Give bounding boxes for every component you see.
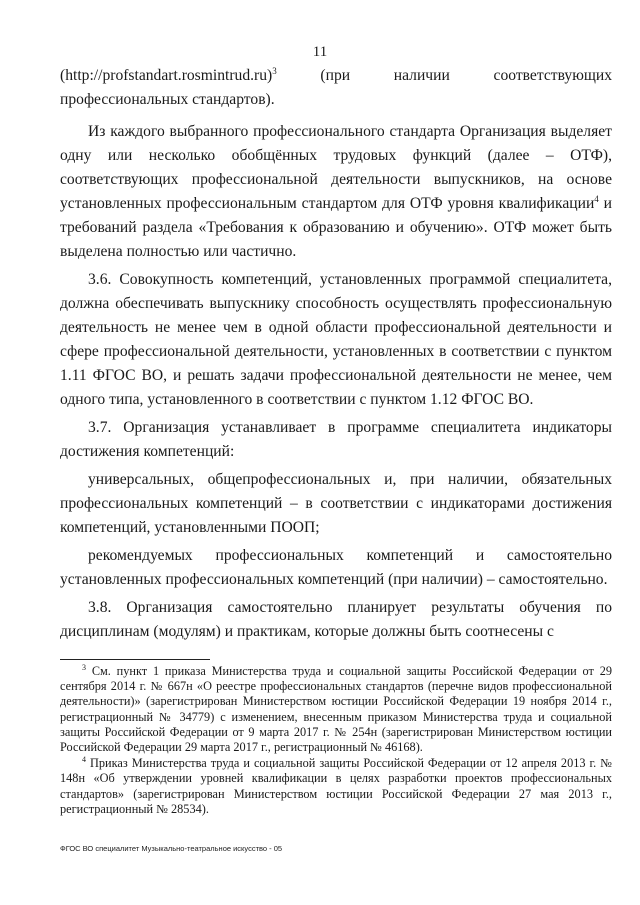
paragraph-3-7: 3.7. Организация устанавливает в программе специалитета индикаторы достижения компетенций: — [60, 419, 612, 460]
paragraph-url-text: (http://profstandart.rosmintrud.ru) — [60, 67, 273, 84]
footnote-ref-3: 3 — [272, 65, 277, 76]
paragraph-otf — [60, 120, 612, 264]
document-body — [60, 64, 612, 648]
paragraph-universal: универсальных, общепрофессиональных и, при наличии, обязательных профессиональных компетенций – в соответствии с индикаторами достижения компетенций, установленными ПООП; — [60, 471, 612, 536]
paragraph-otf-text: Из каждого выбранного профессионального стандарта Организация выделяет одну или несколько обобщённых трудовых функций (далее – ОТФ), соответствующих профессиональной деятельности выпускников, на основе установленных профессиональным стандартом для ОТФ уровня квалификации — [60, 123, 612, 212]
footnote-4-mark: 4 — [82, 755, 86, 765]
footnote-ref-4: 4 — [594, 193, 599, 204]
paragraph-otf-text-cont: и требований раздела «Требования к образованию и обучению». ОТФ может быть выделена полностью или частично. — [60, 195, 613, 260]
paragraph-url — [60, 64, 612, 112]
paragraph-url-text-cont: (при наличии соответствующих профессиональных стандартов). — [60, 67, 612, 108]
footnote-3-text: См. пункт 1 приказа Министерства труда и социальной защиты Российской Федерации от 29 сентября 2014 г. № 667н «О реестре профессиональных стандартов (перечне видов профессиональной деятельности)» (зарегистрирован Министерством юстиции Российской Федерации 19 ноября 2014 г., регистрационный № 34779) с изменением, внесенным приказом Министерства труда и социальной защиты Российской Федерации от 9 марта 2017 г. № 254н (зарегистрирован Министерством юстиции Российской Федерации 29 марта 2017 г., регистрационный № 46168). — [60, 664, 612, 755]
page-number: 11 — [312, 44, 328, 60]
footnotes — [60, 664, 612, 818]
footnote-3 — [60, 664, 612, 755]
footnote-4 — [60, 756, 612, 817]
paragraph-3-6: 3.6. Совокупность компетенций, установленных программой специалитета, должна обеспечивать выпускнику способность осуществлять профессиональную деятельность не менее чем в одной области профессиональной деятельности и сфере профессиональной деятельности, установленных в соответствии с пунктом 1.11 ФГОС ВО, и решать задачи профессиональной деятельности не менее, чем одного типа, установленного в соответствии с пунктом 1.12 ФГОС ВО. — [60, 271, 612, 408]
footnote-4-text: Приказ Министерства труда и социальной защиты Российской Федерации от 12 апреля 2013 г. № 148н «Об утверждении уровней квалификации в целях разработки проектов профессиональных стандартов» (зарегистрирован Министерством юстиции Российской Федерации 27 мая 2013 г., регистрационный № 28534). — [60, 756, 612, 816]
paragraph-3-8: 3.8. Организация самостоятельно планирует результаты обучения по дисциплинам (модулям) и практикам, которые должны быть соотнесены с — [60, 599, 612, 640]
footnote-3-mark: 3 — [82, 662, 86, 672]
paragraph-recommended: рекомендуемых профессиональных компетенций и самостоятельно установленных профессиональных компетенций (при наличии) – самостоятельно. — [60, 547, 612, 588]
footnote-separator — [60, 659, 210, 660]
document-footer: ФГОС ВО специалитет Музыкально-театральное искусство - 05 — [60, 844, 283, 853]
